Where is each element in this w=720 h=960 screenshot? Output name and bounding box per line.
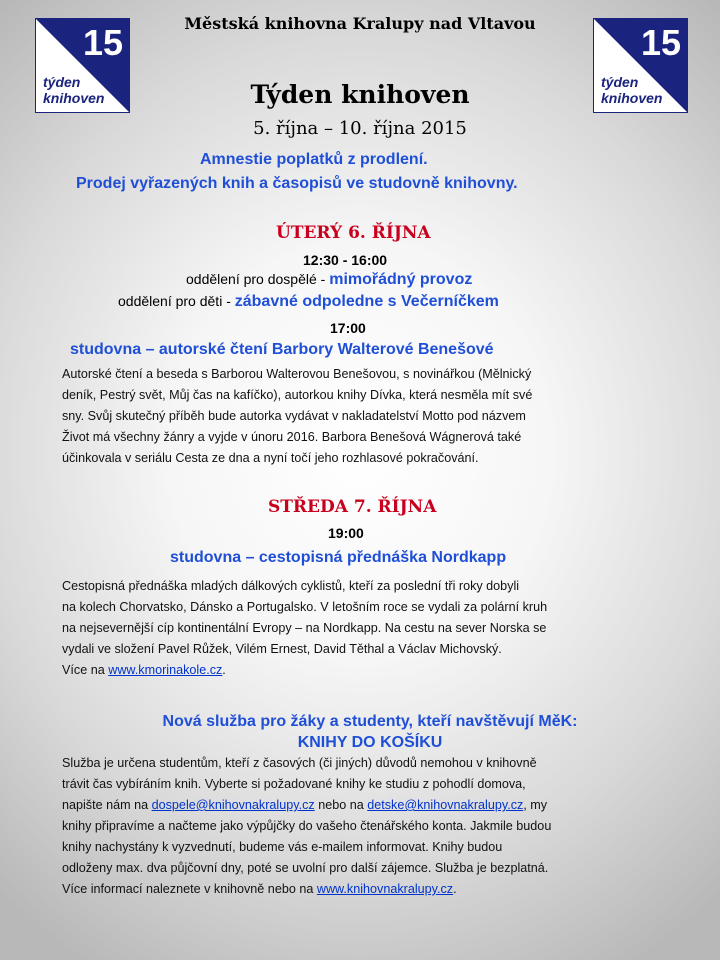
wednesday-event-title: studovna – cestopisná přednáška Nordkapp xyxy=(170,549,507,566)
adult-email-link[interactable]: dospele@knihovnakralupy.cz xyxy=(151,798,315,812)
logo-left-word2: knihoven xyxy=(43,90,105,106)
service-website-prefix: Více informací naleznete v knihovně nebo na xyxy=(62,882,317,896)
service-title-line1: Nová služba pro žáky a studenty, kteří navštěvují MěK: xyxy=(162,713,578,730)
wednesday-description xyxy=(62,576,682,681)
library-website-link[interactable]: www.knihovnakralupy.cz xyxy=(316,882,454,896)
more-info-period: . xyxy=(222,663,226,677)
service-email-mid: nebo na xyxy=(314,798,368,812)
wednesday-more-line xyxy=(62,660,682,681)
service-website-line xyxy=(62,879,688,900)
tuesday-heading: ÚTERÝ 6. ŘÍJNA xyxy=(276,223,431,243)
wednesday-desc-line: na kolech Chorvatsko, Dánsko a Portugalsko. V letošním roce se vydali za polární kruh xyxy=(62,600,548,614)
kids-email-link[interactable]: detske@knihovnakralupy.cz xyxy=(367,798,524,812)
logo-right xyxy=(593,18,688,113)
tuesday-description xyxy=(62,364,682,469)
tuesday-desc-line: deník, Pestrý svět, Můj čas na kafíčko), autorkou knihy Dívka, která nesměla mít své xyxy=(62,388,533,402)
service-line: knihy připravíme a načteme jako výpůjčky do vašeho čtenářského konta. Jakmile budou xyxy=(62,819,552,833)
tuesday-event-title: studovna – autorské čtení Barbory Walterové Benešové xyxy=(70,341,494,358)
logo-right-word2: knihoven xyxy=(601,90,663,106)
service-title-line2: KNIHY DO KOŠÍKU xyxy=(297,734,443,751)
tuesday-kids-line xyxy=(118,293,499,311)
adult-dept-label: oddělení pro dospělé - xyxy=(186,271,330,287)
service-line: odloženy max. dva půjčovní dny, poté se uvolní pro další zájemce. Služba je bezplatná. xyxy=(62,861,549,875)
tuesday-desc-line: Život má všechny žánry a vyjde v únoru 2016. Barbora Benešová Wágnerová také xyxy=(62,430,522,444)
service-line: Služba je určena studentům, kteří z časových (či jiných) důvodů nemohou v knihovně xyxy=(62,756,537,770)
service-line: knihy nachystány k vyzvednutí, budeme vás e-mailem informovat. Knihy budou xyxy=(62,840,503,854)
wednesday-heading: STŘEDA 7. ŘÍJNA xyxy=(268,497,437,517)
logo-left xyxy=(35,18,130,113)
kids-dept-label: oddělení pro děti - xyxy=(118,293,235,309)
service-email-suffix: , my xyxy=(523,798,548,812)
service-email-line xyxy=(62,795,688,816)
event-dates: 5. října – 10. října 2015 xyxy=(253,118,467,139)
page-title: Týden knihoven xyxy=(250,80,470,109)
library-name: Městská knihovna Kralupy nad Vltavou xyxy=(184,14,536,33)
tuesday-time-2: 17:00 xyxy=(330,320,366,336)
tuesday-time-1: 12:30 - 16:00 xyxy=(303,252,388,268)
wednesday-time: 19:00 xyxy=(328,525,364,541)
service-website-suffix: . xyxy=(453,882,457,896)
logo-left-word1: týden xyxy=(43,74,81,90)
tuesday-desc-line: sny. Svůj skutečný příběh bude autorka vydávat v nakladatelství Motto pod názvem xyxy=(62,409,526,423)
service-line: trávit čas vybíráním knih. Vyberte si požadované knihy ke studiu z pohodlí domova, xyxy=(62,777,526,791)
wednesday-desc-line: Cestopisná přednáška mladých dálkových cyklistů, kteří za poslední tři roky dobyli xyxy=(62,579,520,593)
service-description xyxy=(62,753,688,900)
kmorinakole-link[interactable]: www.kmorinakole.cz xyxy=(108,663,223,677)
more-info-label: Více na xyxy=(62,663,109,677)
tuesday-desc-line: účinkovala v seriálu Cesta ze dna a nyní točí jeho rozhlasové pokračování. xyxy=(62,451,479,465)
tuesday-desc-line: Autorské čtení a beseda s Barborou Walterovou Benešovou, s novinářkou (Mělnický xyxy=(62,367,532,381)
intro-sale: Prodej vyřazených knih a časopisů ve studovně knihovny. xyxy=(76,175,518,192)
wednesday-desc-line: vydali ve složení Pavel Růžek, Vilém Ernest, David Těthal a Václav Michovský. xyxy=(62,642,502,656)
intro-amnesty: Amnestie poplatků z prodlení. xyxy=(200,151,428,168)
service-title xyxy=(60,711,680,753)
wednesday-desc-line: na nejsevernější cíp kontinentální Evropy – na Nordkapp. Na cestu na sever Norska se xyxy=(62,621,547,635)
service-email-prefix: napište nám na xyxy=(62,798,152,812)
logo-left-number: 15 xyxy=(82,22,123,63)
adult-dept-event: mimořádný provoz xyxy=(329,271,473,288)
logo-right-number: 15 xyxy=(640,22,681,63)
tuesday-adult-line xyxy=(186,271,472,289)
logo-right-word1: týden xyxy=(601,74,639,90)
kids-dept-event: zábavné odpoledne s Večerníčkem xyxy=(234,293,499,310)
